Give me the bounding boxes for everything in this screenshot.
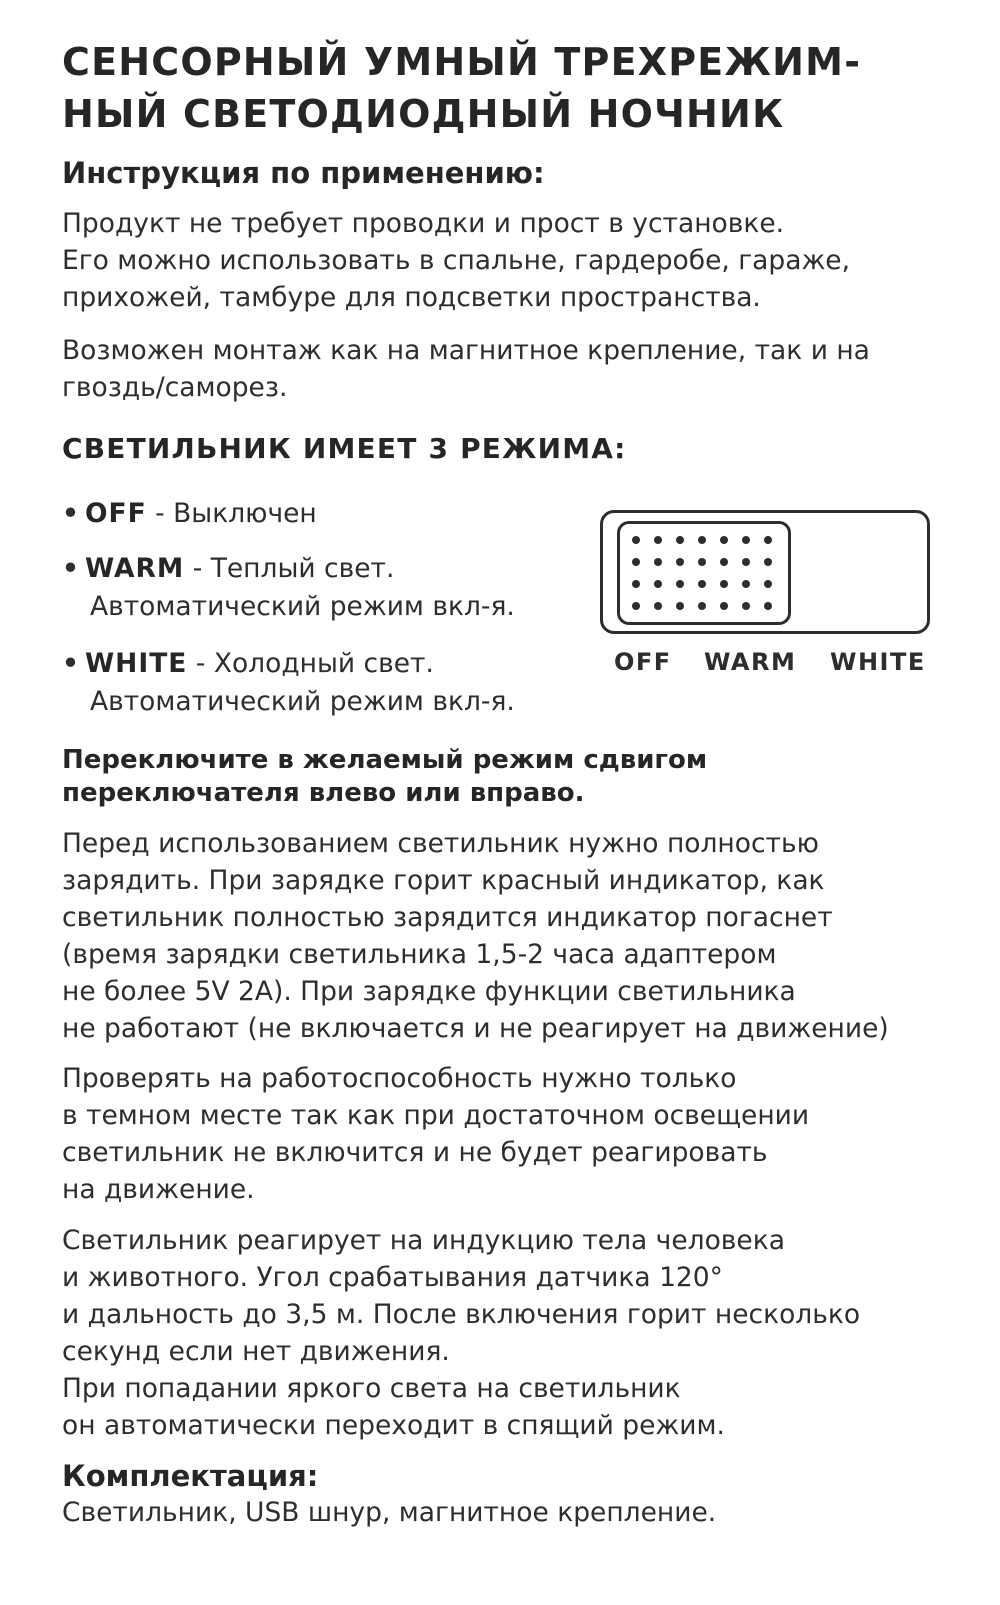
mode-desc: - Теплый свет. bbox=[184, 553, 395, 584]
title-line-1: СЕНСОРНЫЙ УМНЫЙ ТРЕХРЕЖИМ- bbox=[62, 40, 862, 84]
text-line: Продукт не требует проводки и прост в установке. bbox=[62, 208, 785, 239]
sensor-paragraph bbox=[62, 1222, 860, 1444]
text-line: светильник не включится и не будет реагировать bbox=[62, 1137, 768, 1168]
package-heading: Комплектация: bbox=[62, 1459, 319, 1493]
modes-heading: СВЕТИЛЬНИК ИМЕЕТ 3 РЕЖИМА: bbox=[62, 432, 627, 465]
bullet: • bbox=[62, 648, 79, 679]
grip-dots-icon bbox=[620, 524, 788, 622]
mode-desc: - Выключен bbox=[146, 498, 317, 529]
page-title bbox=[62, 36, 962, 140]
text-line: Перед использованием светильник нужно полностью bbox=[62, 828, 819, 859]
text-line: гвоздь/саморез. bbox=[62, 372, 288, 403]
mode-white bbox=[62, 645, 515, 721]
text-line: в темном месте так как при достаточном освещении bbox=[62, 1100, 810, 1131]
text-line: (время зарядки светильника 1,5-2 часа адаптером bbox=[62, 939, 777, 970]
instructions-paragraph-1 bbox=[62, 205, 850, 316]
title-line-2: НЫЙ СВЕТОДИОДНЫЙ НОЧНИК bbox=[62, 92, 785, 136]
text-line: Возможен монтаж как на магнитное крепление, так и на bbox=[62, 335, 870, 366]
mode-name: WARM bbox=[84, 553, 185, 584]
text-line: При попадании яркого света на светильник bbox=[62, 1373, 681, 1404]
text-line: не более 5V 2A). При зарядке функции светильника bbox=[62, 976, 796, 1007]
bullet: • bbox=[62, 553, 79, 584]
instructions-paragraph-2 bbox=[62, 332, 870, 406]
instructions-heading: Инструкция по применению: bbox=[62, 156, 545, 190]
mode-sub: Автоматический режим вкл-я. bbox=[90, 591, 515, 622]
text-line: секунд если нет движения. bbox=[62, 1336, 450, 1367]
switch-label-white: WHITE bbox=[830, 648, 926, 676]
package-text: Светильник, USB шнур, магнитное крепление. bbox=[62, 1497, 717, 1528]
text-line: светильник полностью зарядится индикатор погаснет bbox=[62, 902, 833, 933]
mode-warm bbox=[62, 550, 515, 626]
text-line: Переключите в желаемый режим сдвигом bbox=[62, 745, 708, 775]
text-line: Его можно использовать в спальне, гардеробе, гараже, bbox=[62, 245, 851, 276]
text-line: прихожей, тамбуре для подсветки пространства. bbox=[62, 282, 761, 313]
text-line: Проверять на работоспособность нужно только bbox=[62, 1063, 737, 1094]
mode-off bbox=[62, 495, 317, 533]
text-line: он автоматически переходит в спящий режим. bbox=[62, 1410, 725, 1441]
text-line: и дальность до 3,5 м. После включения горит несколько bbox=[62, 1299, 861, 1330]
text-line: не работают (не включается и не реагирует на движение) bbox=[62, 1013, 889, 1044]
bullet: • bbox=[62, 498, 79, 529]
mode-sub: Автоматический режим вкл-я. bbox=[90, 686, 515, 717]
switch-label-off: OFF bbox=[614, 648, 672, 676]
mode-name: WHITE bbox=[84, 648, 188, 679]
text-line: на движение. bbox=[62, 1174, 255, 1205]
switch-label-warm: WARM bbox=[704, 648, 797, 676]
switch-note bbox=[62, 744, 707, 810]
text-line: и животного. Угол срабатывания датчика 120° bbox=[62, 1262, 723, 1293]
text-line: Светильник реагирует на индукцию тела человека bbox=[62, 1225, 785, 1256]
testing-paragraph bbox=[62, 1060, 809, 1208]
mode-name: OFF bbox=[84, 498, 147, 529]
mode-desc: - Холодный свет. bbox=[187, 648, 434, 679]
mode-switch-illustration bbox=[600, 510, 930, 634]
text-line: переключателя влево или вправо. bbox=[62, 778, 585, 808]
text-line: зарядить. При зарядке горит красный индикатор, как bbox=[62, 865, 825, 896]
charging-paragraph bbox=[62, 825, 889, 1047]
switch-knob bbox=[617, 521, 791, 625]
